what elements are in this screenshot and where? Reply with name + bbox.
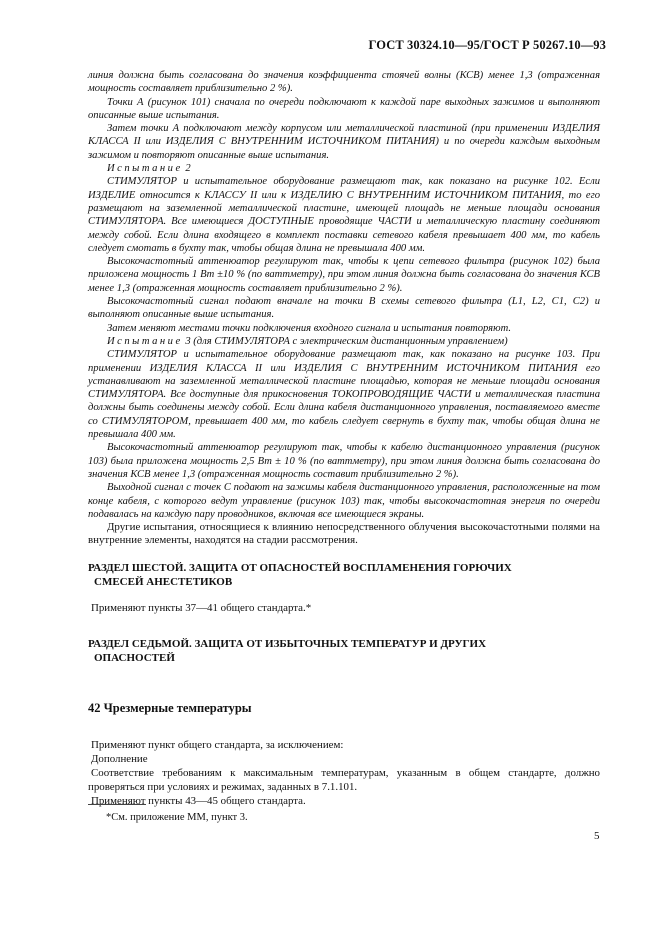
paragraph: Соответствие требованиям к максимальным температурам, указанным в общем стандарте, должно проверяться при условиях и режимах, заданных в 7.1.101. [88, 767, 600, 793]
paragraph: Высокочастотный аттенюатор регулируют так, чтобы к кабелю дистанционного управления (рисунок 103) была приложена мощность 2,5 Вт ± 10 % (по ваттметру), при этом линия должна быть согласована до значения КСВ менее 1,3 (отраженная мощность составит приблизительно 2 %). [88, 442, 600, 480]
paragraph: Дополнение [91, 753, 148, 765]
paragraph: Высокочастотный аттенюатор регулируют так, чтобы к цепи сетевого фильтра (рисунок 102) была приложена мощность 1 Вт ±10 % (по ваттметру), при этом линия должна быть согласована до значения КСВ менее 1,3 (отраженная мощность составляет приблизительно 2 %). [88, 256, 600, 294]
section-heading-line: РАЗДЕЛ СЕДЬМОЙ. ЗАЩИТА ОТ ИЗБЫТОЧНЫХ ТЕМПЕРАТУР И ДРУГИХ [88, 638, 487, 650]
clause-42-title: 42 Чрезмерные температуры [88, 701, 252, 715]
test-number: 3 [185, 335, 191, 347]
page-header: ГОСТ 30324.10—95/ГОСТ Р 50267.10—93 [368, 38, 606, 52]
paragraph: Высокочастотный сигнал подают вначале на точки В схемы сетевого фильтра (L1, L2, С1, С2) и выполняют описанные выше испытания. [88, 296, 600, 321]
test-heading [88, 335, 600, 348]
paragraph: Затем точки А подключают между корпусом или металлической пластиной (при применении ИЗДЕЛИЯ КЛАССА II или ИЗДЕЛИЯ С ВНУТРЕННИМ ИСТОЧНИКОМ ПИТАНИЯ) и по очереди каждым выходным зажимом и повторяют описанные выше испытания. [88, 123, 600, 161]
paragraph: СТИМУЛЯТОР и испытательное оборудование размещают так, как показано на рисунке 103. При применении ИЗДЕЛИЯ КЛАССА II или ИЗДЕЛИЯ С ВНУТРЕННИМ ИСТОЧНИКОМ ПИТАНИЯ его устанавливают на заземленной металлической пластине площадью, которая не меньше площади основания СТИМУЛЯТОРА. Все доступные для прикосновения ТОКОПРОВОДЯЩИЕ ЧАСТИ и металлическая пластина должны быть соединены между собой. Если длина кабеля дистанционного управления, поставляемого вместе со СТИМУЛЯТОРОМ, превышает 400 мм, то кабель следует свернуть в бухту так, чтобы общая длина не превышала 400 мм. [88, 349, 600, 441]
page-number: 5 [594, 830, 600, 842]
test-heading [88, 162, 600, 175]
section-heading-line: РАЗДЕЛ ШЕСТОЙ. ЗАЩИТА ОТ ОПАСНОСТЕЙ ВОСПЛАМЕНЕНИЯ ГОРЮЧИХ [88, 562, 512, 574]
test-note: (для СТИМУЛЯТОРА с электрическим дистанционным управлением) [193, 335, 508, 347]
paragraph: Применяют пункты 43—45 общего стандарта. [91, 795, 306, 807]
paragraph: Другие испытания, относящиеся к влиянию непосредственного облучения высокочастотными полями на внутренние элементы, находятся на стадии рассмотрения. [88, 521, 600, 547]
paragraph: СТИМУЛЯТОР и испытательное оборудование размещают так, как показано на рисунке 102. Если ИЗДЕЛИЕ относится к КЛАССУ II или к ИЗДЕЛИЮ С ВНУТРЕННИМ ИСТОЧНИКОМ ПИТАНИЯ, то его размещают на заземленной металлической пластине, имеющей площадь не меньше площади основания СТИМУЛЯТОРА. Все имеющиеся ДОСТУПНЫЕ проводящие ЧАСТИ и металлическую пластину соединяют между собой. Если длина входящего в комплект поставки сетевого кабеля превышает 400 мм, то кабель следует смотать в бухту так, чтобы общая длина не превышала 400 мм. [88, 176, 600, 254]
paragraph: Затем меняют местами точки подключения входного сигнала и испытания повторяют. [107, 322, 511, 334]
test-label: Испытание [107, 163, 183, 175]
paragraph: Точки А (рисунок 101) сначала по очереди подключают к каждой паре выходных зажимов и выполняют описанные выше испытания. [88, 96, 600, 121]
section-7-heading [88, 638, 600, 665]
section-heading-line: СМЕСЕЙ АНЕСТЕТИКОВ [94, 575, 233, 588]
section-6-text: Применяют пункты 37—41 общего стандарта.* [91, 602, 312, 614]
test-label: Испытание [107, 335, 183, 347]
section-6-heading [88, 562, 600, 589]
paragraph: линия должна быть согласована до значения коэффициента стоячей волны (КСВ) менее 1,3 (отраженная мощность составляет приблизительно 2 %). [88, 70, 600, 95]
footnote-divider [88, 804, 146, 805]
clause-42-body [88, 738, 600, 808]
section-heading-line: ОПАСНОСТЕЙ [94, 651, 175, 664]
test-number: 2 [185, 163, 191, 175]
test-description [88, 69, 600, 548]
footnote: *См. приложение ММ, пункт 3. [106, 812, 248, 823]
paragraph: Применяют пункт общего стандарта, за исключением: [91, 739, 344, 751]
paragraph: Выходной сигнал с точек С подают на зажимы кабеля дистанционного управления, расположенные на том конце кабеля, с которого ведут управление (рисунок 103) так, чтобы высокочастотная энергия по очереди подавалась на каждую пару проводников, включая все имеющиеся экраны. [88, 482, 600, 520]
